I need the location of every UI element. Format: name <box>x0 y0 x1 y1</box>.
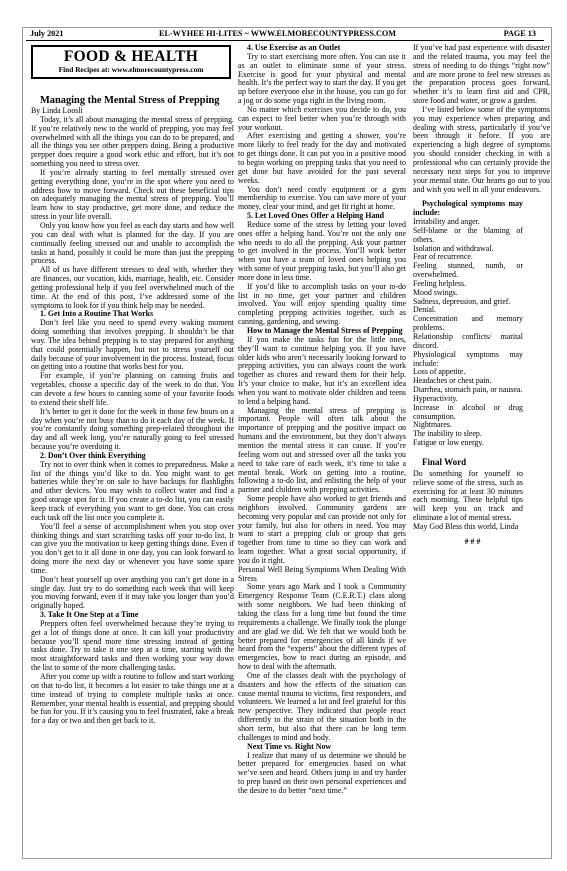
section-heading: 4. Use Exercise as an Outlet <box>247 43 341 52</box>
list-item: Fatigue or low energy. <box>413 438 484 448</box>
paragraph: Don’t feel like you need to spend every waking moment doing something that involves prepping. It shouldn’t be that way. The idea behind prepping is to stay prepared for anything that could potentially happen, but not to stress yourself out daily because of your involvement in the process. Instead, focus on getting into a routine that works best for you. <box>31 318 234 372</box>
list-item: The inability to sleep. <box>413 429 482 439</box>
issue-date: July 2021 <box>30 29 64 38</box>
paragraph: You’ll feel a sense of accomplishment when you stop over thinking things and start scratching tasks off your to-do list. It can give you the motivation to keep getting things done. Even if you don’t get to it all done in one day, you can look forward to doing more the next day or whenever you have some spare time. <box>31 521 234 575</box>
section-heading: How to Manage the Mental Stress of Prepping <box>247 326 403 335</box>
list-item: Headaches or chest pain. <box>413 376 492 386</box>
list-item: Hyperactivity. <box>413 393 458 403</box>
list-item: Loss of appetite. <box>413 367 466 377</box>
section-heading: 5. Let Loved Ones Offer a Helping Hand <box>247 211 385 221</box>
paragraph: Reduce some of the stress by letting your loved ones offer a helping hand. You’re not the only one who needs to do all the prepping. Ask your partner to get involved in the process. You’ll work better when you have a team of loved ones helping you with some of your prepping tasks, but you’ll also get more done in less time. <box>238 219 406 282</box>
list-item: Concentration and memory problems. <box>413 314 523 333</box>
list-item: Isolation and withdrawal. <box>413 243 494 253</box>
paragraph: You don’t need costly equipment or a gym membership to exercise. You can save more of your money, clear your mind, and get fit right at home. <box>238 184 406 212</box>
paragraph: No matter which exercises you decide to do, you can expect to feel better when you’re through with your workout. <box>238 104 406 132</box>
column-1 <box>31 95 234 726</box>
list-item: Diarrhea, stomach pain, or nausea. <box>413 385 523 395</box>
paragraph: I realize that many of us determine we should be better prepared for emergencies based on what we’ve seen and heard. Others jump in and try harder to prep based on their own personal experiences and the desire to do better “next time.” <box>238 750 406 795</box>
paragraph: Only you know how you feel as each day starts and how well you can deal with what is planned for the day. If you are continually feeling stressed out and unable to accomplish the tasks at hand, possibly it could be more than just the prepping process. <box>31 220 234 266</box>
paragraph: Today, it’s all about managing the mental stress of prepping. If you’re relatively new to the world of prepping, you may feel overwhelmed with all the things you can do to be prepared, and all the things you see other preppers doing. Being a productive prepper does require a good work ethic and effort, but it’s not something you need to stress over. <box>31 114 234 169</box>
page-number: PAGE 13 <box>503 29 536 38</box>
paragraph: After you come up with a routine to follow and start working on that to-do list, it becomes a lot easier to take things one at a time instead of trying to complete multiple tasks at once. Remember, your mental health is essential, and prepping should be fun for you. If it’s causing you to feel frustrated, take a break for a day or two and then get back to it. <box>31 672 234 726</box>
list-item: Irritability and anger. <box>413 217 480 227</box>
paragraph: If you make the tasks fun for the little ones, they’ll want to continue helping you. If you have older kids who aren’t necessarily looking forward to prepping activities, you can always count the work together as chores and reward them for their help. It’s your choice to make, but it’s an excellent idea when you want to motivate older children and teens to lend a helping hand. <box>238 334 406 406</box>
paragraph: Some people have also worked to get friends and neighbors involved. Community gardens are becoming very popular and can provide not only for your family, but also for others in need. You may want to start a prepping club or group that gets together from time to time so they can work and learn together. What a great social opportunity, if you do it right. <box>238 494 406 565</box>
section-heading: 3. Take It One Step at a Time <box>40 610 139 620</box>
section-heading: Next Time vs. Right Now <box>247 741 332 751</box>
paragraph: If you’re already starting to feel mentally stressed over getting everything done, you’re in the spot where you need to address how to move forward. Check out these beneficial tips on adequately managing the mental stress of prepping. You’ll learn how to stay productive, get more done, and reduce the stress in your life overall. <box>31 167 234 222</box>
symptoms-heading: Psychological symptoms may include: <box>413 199 523 218</box>
paragraph: I’ve listed below some of the symptoms you may experience when preparing and dealing with stress, particularly if you’ve been through it before. If you are experiencing a high degree of symptoms you should consider checking in with a professional who can certainly provide the necessary next steps for you to improve your mental state. Our hearts go out to you and wish you well in all your endeavors. <box>413 104 550 194</box>
list-item: Feeling stunned, numb, or overwhelmed. <box>413 261 523 280</box>
paragraph: For example, if you’re planning on canning fruits and vegetables, choose a specific day of the week to do that. You can devote a few hours to canning some of your favorite foods to extend their shelf life. <box>31 371 234 407</box>
section-heading: 2. Don’t Over think Everything <box>40 450 146 460</box>
list-item: Relationship conflicts/ marital discord. <box>413 332 523 350</box>
paragraph: All of us have different stresses to deal with, whether they are finances, our vocation, kids, marriage, health, etc. Consider getting professional help if you feel overwhelmed much of the time. At the end of this post, I’ve addressed some of the symptoms to look for if you think help may be needed. <box>31 265 234 310</box>
section-title: FOOD & HEALTH <box>63 48 199 65</box>
byline: By Linda Loosli <box>31 106 83 115</box>
section-banner <box>31 45 231 79</box>
list-item: Feeling helpless. <box>413 278 467 288</box>
end-mark: # # # <box>464 536 481 546</box>
paragraph: Try to start exercising more often. You can use it as an outlet to eliminate some of your stress. Exercise is good for your physical and mental health. It’s the perfect way to start the day. If you get up before everyone else in the house, you can go for a jog or do some yoga right in the living room. <box>238 51 406 106</box>
list-item: Nightmares. <box>413 420 452 430</box>
paragraph: If you’d like to accomplish tasks on your to-do list in no time, get your partner and children involved. You will enjoy spending quality time completing prepping activities together, such as canning, gardening, and sewing. <box>238 281 406 327</box>
publication-name: EL-WYHEE HI-LITES ~ WWW.ELMORECOUNTYPRESS.COM <box>159 29 396 38</box>
list-item: Denial. <box>413 305 437 315</box>
section-heading: 1. Get Into a Routine That Works <box>40 309 154 319</box>
column-3 <box>413 44 550 547</box>
list-item: Physiological symptoms may include: <box>413 349 523 368</box>
paragraph: Don’t beat yourself up over anything you can’t get done in a single day. Just try to do something each week that will keep you moving forward, even if it may take you longer than you’d originally hoped. <box>31 574 234 611</box>
article-title: Managing the Mental Stress of Prepping <box>40 95 220 106</box>
paragraph: Preppers often feel overwhelmed because they’re trying to get a lot of things done at once. It can kill your productivity because you’ll spend more time stressing instead of getting tasks done. Try to take it one step at a time, starting with the most straightforward tasks and then working your way down the list to some of the more challenging tasks. <box>31 618 234 673</box>
section-subtitle: Find Recipes at: www.elmorecountypress.com <box>58 65 204 74</box>
signoff: May God Bless this world, Linda <box>413 521 519 531</box>
list-item: Increase in alcohol or drug consumption. <box>413 402 523 421</box>
list-item: Mood swings. <box>413 287 458 297</box>
symptom-list <box>413 218 523 448</box>
paragraph: If you’ve had past experience with disaster and the related trauma, you may feel the stress of needing to do things “right now” and are more prone to feel new stresses as the preparation process goes forward, whether it’s to learn first aid and CPR, store food and water, or grow a garden. <box>413 43 550 106</box>
list-item: Self-blame or the blaming of others. <box>413 225 523 244</box>
paragraph: One of the classes dealt with the psychology of disasters and how the effects of the situation can cause mental trauma to victims, first responders, and volunteers. We learned a lot and feel grateful for this new perspective. They indicated that people react differently to the strain of the situation both in the short term, but also that there can be long term challenges to mind and body. <box>238 670 406 742</box>
list-item: Sadness, depression, and grief. <box>413 296 511 306</box>
paragraph: After exercising and getting a shower, you’re more likely to feel ready for the day and motivated to get things done. It can put you in a positive mood to begin working on prepping tasks that you need to get done but have avoided for the past several weeks. <box>238 131 406 185</box>
final-word-heading: Final Word <box>422 456 467 467</box>
header-rule <box>26 40 544 41</box>
paragraph: Some years ago Mark and I took a Community Emergency Response Team (C.E.R.T.) class along with some neighbors. We had been thinking of taking the class for a long time but found the time requirements a challenge. We finally took the plunge and are glad we did. We felt that we would both be better prepared for emergencies of all kinds if we heard from the “experts” about the different types of emergencies, how to react during an episode, and how to deal with the aftermath. <box>238 582 406 672</box>
paragraph: Try not to over think when it comes to preparedness. Make a list of the things you’d like to do. You might want to get batteries while they’re on sale to have backups for flashlights and other devices. You may wish to collect water and find a good storage spot for it. If you create a to-do list, you can easily keep track of everything you want to get done. You can cross each task off the list once you complete it. <box>31 459 234 522</box>
paragraph: Do something for yourself to relieve some of the stress, such as exercising for at least 30 minutes each morning. These helpful tips will keep you on track and eliminate a lot of mental stress. <box>413 468 523 523</box>
section-heading: Personal Well Being Symptoms When Dealing With Stress <box>238 564 406 583</box>
paragraph: Managing the mental stress of prepping is important. People will often talk about the importance of prepping and the positive impact on humans and the environment, but they don’t always mention the mental stress it can cause. If you’re feeling worn out and stressed over all the tasks you need to take care of each week, it’s time to take a mental break. Work on getting into a routine, following a to-do list, and enlisting the help of your partner and children with prepping activities. <box>238 405 406 495</box>
paragraph: It’s better to get it done for the week in those few hours on a day when you’re not busy than to do it each day of the week. If you’re constantly doing something prep-related throughout the day and all week long, you’re naturally going to feel stressed because you’re overdoing it. <box>31 406 234 452</box>
list-item: Fear of recurrence. <box>413 252 473 262</box>
column-2 <box>238 44 406 796</box>
